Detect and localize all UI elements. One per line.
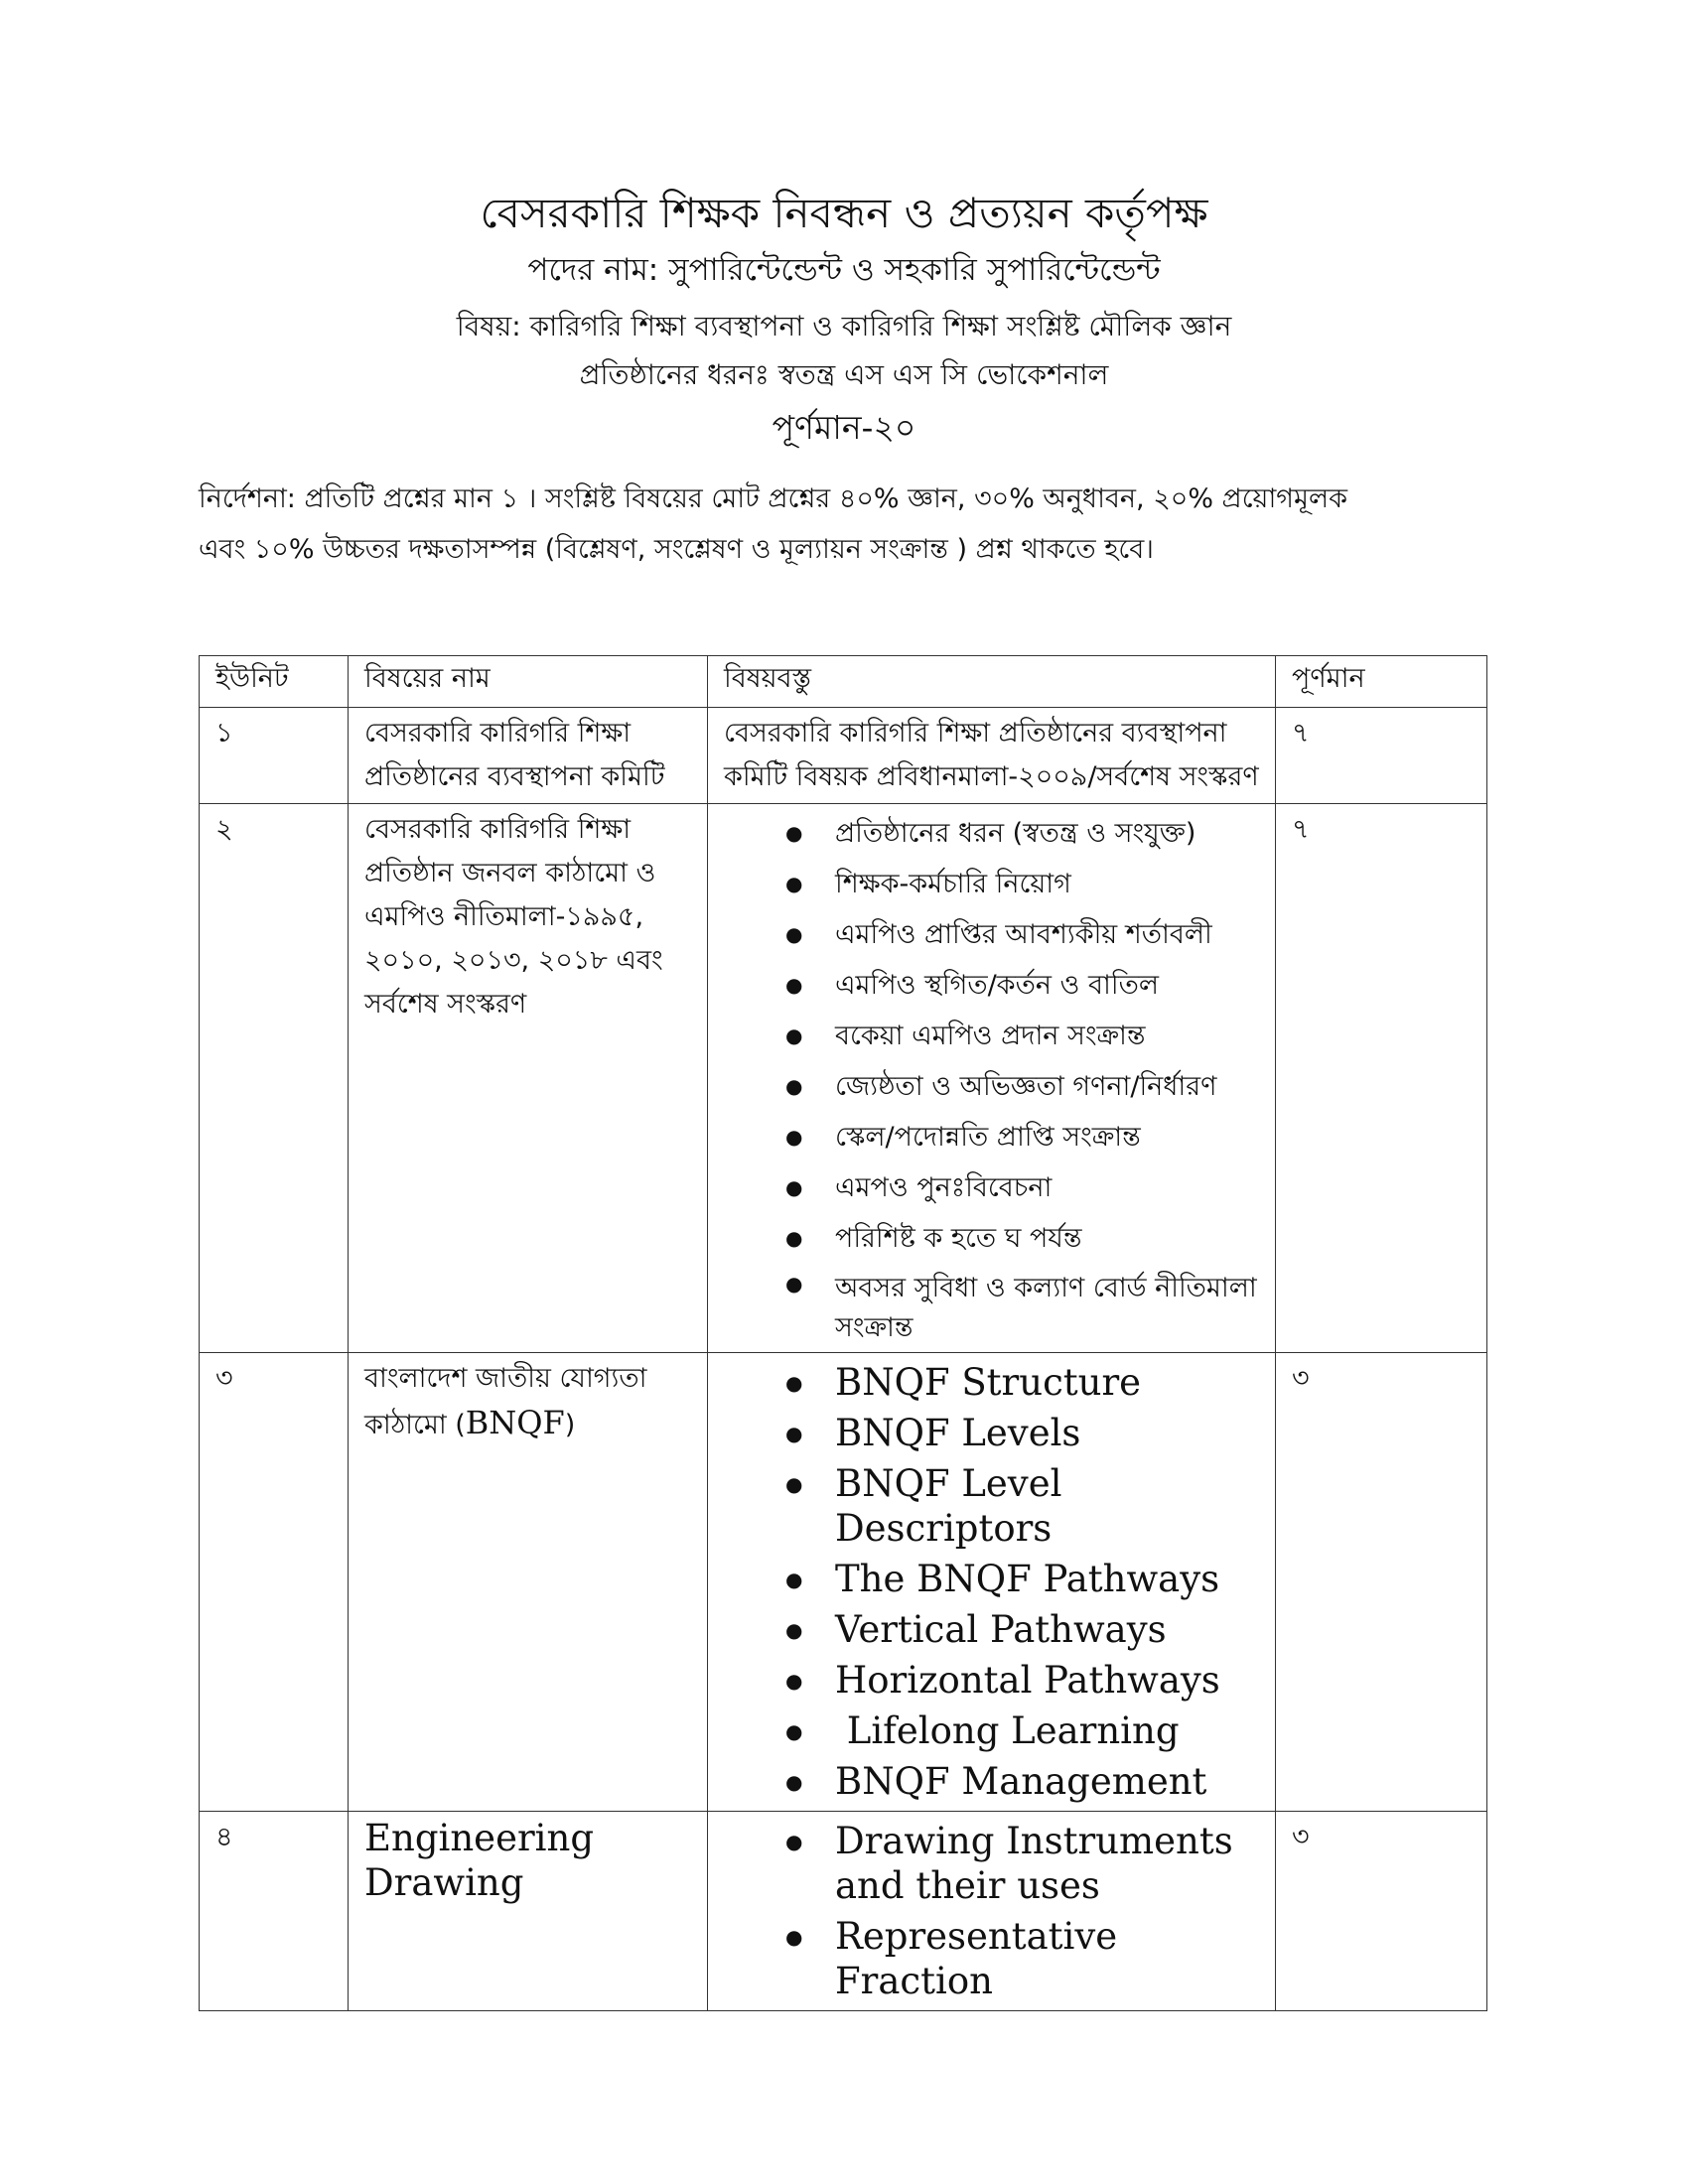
table-row xyxy=(200,1353,1487,1812)
list-item: ● BNQF Structure xyxy=(724,1357,1259,1408)
header-subject-name: বিষয়ের নাম xyxy=(349,656,708,708)
full-marks: পূর্ণমান-২০ xyxy=(772,408,916,447)
list-item: ● BNQF Levels xyxy=(724,1408,1259,1458)
organization-title: বেসরকারি শিক্ষক নিবন্ধন ও প্রত্যয়ন কর্তৃপক্ষ xyxy=(480,189,1208,237)
bnqf-abbreviation: BNQF xyxy=(465,1404,565,1441)
list-item: ● স্কেল/পদোন্নতি প্রাপ্তি সংক্রান্ত xyxy=(724,1112,1259,1162)
unit-cell: ৩ xyxy=(200,1353,349,1812)
subject-name-cell: Engineering Drawing xyxy=(349,1812,708,2011)
subject-name-close: ) xyxy=(564,1410,576,1440)
unit-cell: ৪ xyxy=(200,1812,349,2011)
header-content: বিষয়বস্তু xyxy=(708,656,1276,708)
list-item: ● এমপিও প্রাপ্তির আবশ্যকীয় শর্তাবলী xyxy=(724,909,1259,960)
content-list xyxy=(724,1357,1259,1807)
table-row xyxy=(200,708,1487,804)
list-item: ● শিক্ষক-কর্মচারি নিয়োগ xyxy=(724,859,1259,909)
list-item: ● BNQF Management xyxy=(724,1756,1259,1807)
list-item: ● The BNQF Pathways xyxy=(724,1554,1259,1604)
content-cell xyxy=(708,1812,1276,2011)
header-marks: পূর্ণমান xyxy=(1276,656,1487,708)
marks-cell: ৩ xyxy=(1276,1812,1487,2011)
list-item: ● Lifelong Learning xyxy=(724,1706,1259,1756)
marks-cell: ৭ xyxy=(1276,804,1487,1353)
marks-cell: ৩ xyxy=(1276,1353,1487,1812)
header-unit: ইউনিট xyxy=(200,656,349,708)
list-item: ● এমপও পুনঃবিবেচনা xyxy=(724,1162,1259,1213)
list-item: ● পরিশিষ্ট ক হতে ঘ পর্যন্ত xyxy=(724,1213,1259,1264)
subject-name-cell: বেসরকারি কারিগরি শিক্ষা প্রতিষ্ঠানের ব্যবস্থাপনা কমিটি xyxy=(349,708,708,804)
content-cell xyxy=(708,804,1276,1353)
subject-name-cell: বেসরকারি কারিগরি শিক্ষা প্রতিষ্ঠান জনবল কাঠামো ও এমপিও নীতিমালা-১৯৯৫, ২০১০, ২০১৩, ২০১৮ এবং সর্বশেষ সংস্করণ xyxy=(349,804,708,1353)
list-item: ● অবসর সুবিধা ও কল্যাণ বোর্ড নীতিমালা সংক্রান্ত xyxy=(724,1264,1259,1348)
content-list xyxy=(724,808,1259,1348)
list-item: ● বকেয়া এমপিও প্রদান সংক্রান্ত xyxy=(724,1011,1259,1061)
list-item: ● BNQF Level Descriptors xyxy=(724,1458,1259,1554)
unit-cell: ১ xyxy=(200,708,349,804)
table-row xyxy=(200,804,1487,1353)
unit-cell: ২ xyxy=(200,804,349,1353)
marks-cell: ৭ xyxy=(1276,708,1487,804)
content-cell xyxy=(708,1353,1276,1812)
list-item: ● Vertical Pathways xyxy=(724,1604,1259,1655)
content-cell: বেসরকারি কারিগরি শিক্ষা প্রতিষ্ঠানের ব্যবস্থাপনা কমিটি বিষয়ক প্রবিধানমালা-২০০৯/সর্বশেষ সংস্করণ xyxy=(708,708,1276,804)
instruction-line-1: নির্দেশনা: প্রতিটি প্রশ্নের মান ১ । সংশ্লিষ্ট বিষয়ের মোট প্রশ্নের ৪০% জ্ঞান, ৩০% অনুধাবন, ২০% প্রয়োগমূলক xyxy=(199,483,1347,514)
subject-name-text: বাংলাদেশ জাতীয় যোগ্যতা কাঠামো ( xyxy=(364,1363,647,1440)
table-row xyxy=(200,1812,1487,2011)
list-item: ● Drawing Instruments and their uses xyxy=(724,1816,1259,1911)
table-header-row xyxy=(200,656,1487,708)
list-item: ● প্রতিষ্ঠানের ধরন (স্বতন্ত্র ও সংযুক্ত) xyxy=(724,808,1259,859)
list-item: ● Representative Fraction xyxy=(724,1911,1259,2006)
instruction-line-2: এবং ১০% উচ্চতর দক্ষতাসম্পন্ন (বিশ্লেষণ, সংশ্লেষণ ও মূল্যায়ন সংক্রান্ত ) প্রশ্ন থাকতে হবে। xyxy=(199,534,1154,565)
content-list xyxy=(724,1816,1259,2006)
subject-name-cell xyxy=(349,1353,708,1812)
post-name: পদের নাম: সুপারিন্টেন্ডেন্ট ও সহকারি সুপারিন্টেন্ডেন্ট xyxy=(527,252,1161,288)
list-item: ● এমপিও স্থগিত/কর্তন ও বাতিল xyxy=(724,960,1259,1011)
syllabus-table xyxy=(199,655,1487,2011)
list-item: ● জ্যেষ্ঠতা ও অভিজ্ঞতা গণনা/নির্ধারণ xyxy=(724,1061,1259,1112)
institution-type: প্রতিষ্ঠানের ধরনঃ স্বতন্ত্র এস এস সি ভোকেশনাল xyxy=(579,358,1109,391)
subject-line: বিষয়: কারিগরি শিক্ষা ব্যবস্থাপনা ও কারিগরি শিক্ষা সংশ্লিষ্ট মৌলিক জ্ঞান xyxy=(456,310,1232,342)
list-item: ● Horizontal Pathways xyxy=(724,1655,1259,1706)
